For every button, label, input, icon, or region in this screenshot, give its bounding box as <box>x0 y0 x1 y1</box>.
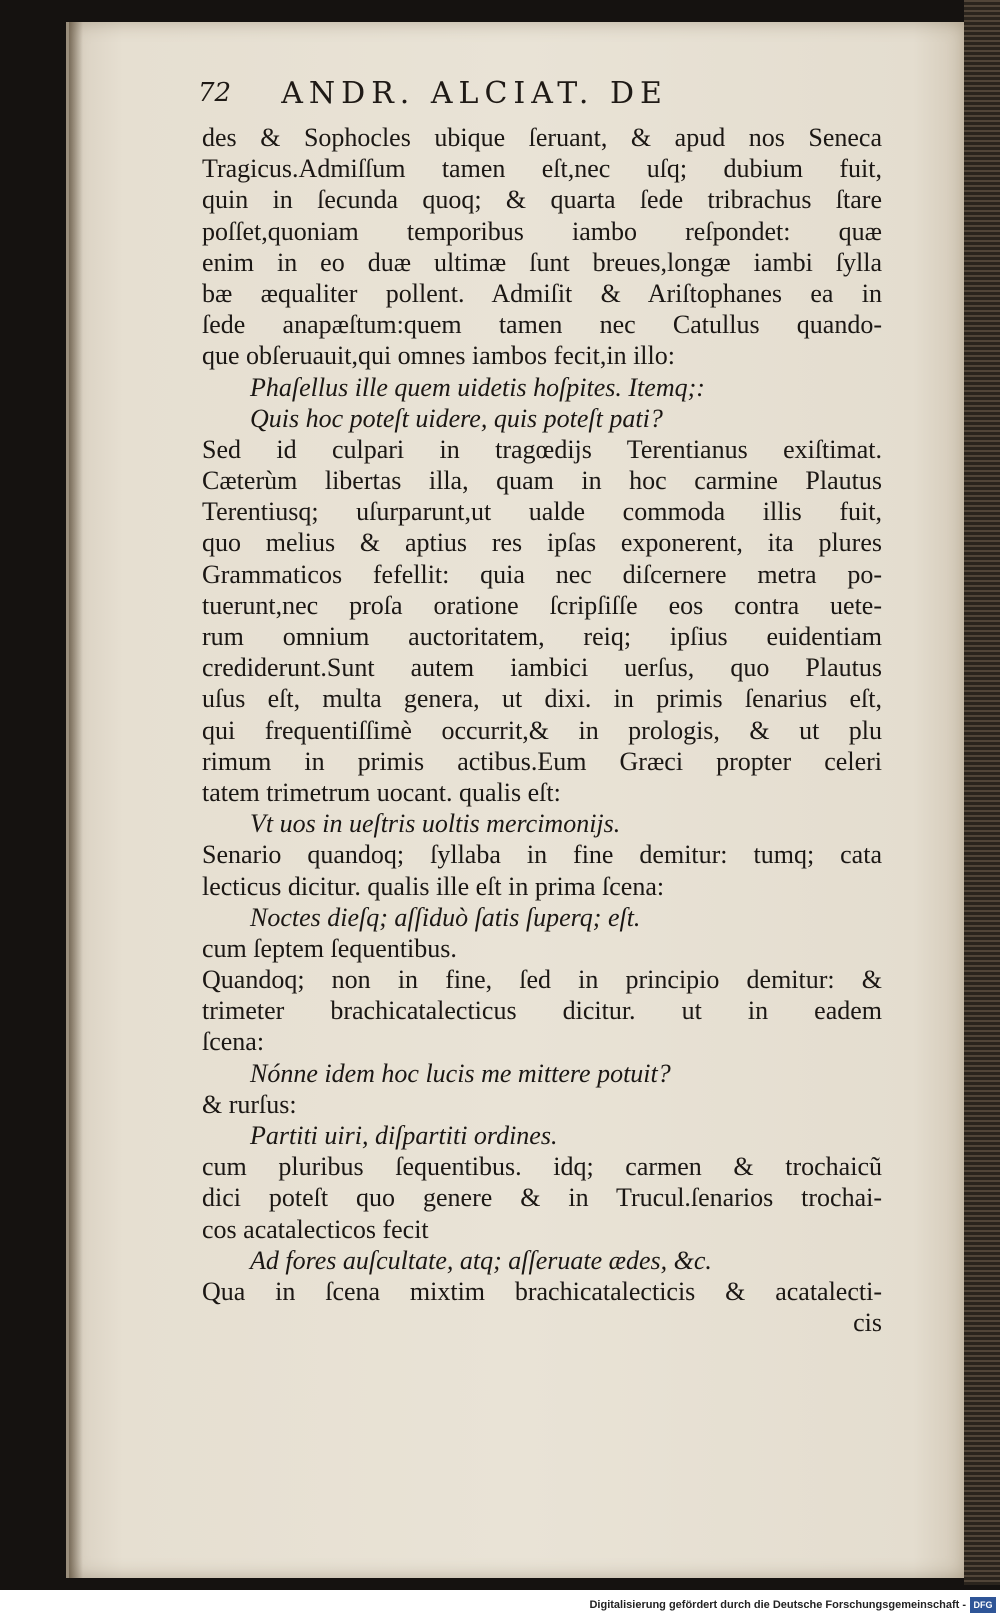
text-line: Terentiusq; uſurparunt,ut ualde commoda illis fuit, <box>202 497 882 527</box>
verse-line: Partiti uiri, diſpartiti ordines. <box>250 1121 558 1150</box>
verse-line: Vt uos in ueſtris uoltis mercimonijs. <box>250 809 621 839</box>
text-line: trimeter brachicatalecticus dicitur. ut in eadem <box>202 996 882 1026</box>
page-number: 72 <box>198 78 232 108</box>
footer-bar <box>0 1590 1000 1623</box>
text-line: tatem trimetrum uocant. qualis eſt: <box>202 777 561 807</box>
text-line: Tragicus.Admiſſum tamen eſt,nec uſq; dubium fuit, <box>202 154 882 184</box>
text-line: dici poteſt quo genere & in Trucul.ſenarios trochai- <box>202 1183 882 1213</box>
text-line: qui frequentiſſimè occurrit,& in prologis, & ut plu <box>202 715 882 745</box>
text-line: uſus eſt, multa genera, ut dixi. in primis ſenarius eſt, <box>202 684 882 714</box>
body-text <box>202 122 882 1338</box>
text-line: Sed id culpari in tragœdijs Terentianus exiſtimat. <box>202 434 882 464</box>
text-line: tuerunt,nec proſa oratione ſcripſiſſe eos contra uete- <box>202 590 882 620</box>
text-line: lecticus dicitur. qualis ille eſt in prima ſcena: <box>202 871 665 901</box>
text-line: rimum in primis actibus.Eum Græci propter celeri <box>202 746 882 776</box>
text-line: Cæterùm libertas illa, quam in hoc carmine Plautus <box>202 466 882 496</box>
dfg-logo-icon: DFG <box>970 1597 996 1613</box>
text-line: cum ſeptem ſequentibus. <box>202 933 457 963</box>
verse-line: Nónne idem hoc lucis me mittere potuit? <box>250 1058 671 1088</box>
running-head-text: ANDR. ALCIAT. DE <box>281 76 668 111</box>
text-line: quin in ſecunda quoq; & quarta ſede tribrachus ſtare <box>202 185 882 215</box>
running-head <box>200 76 668 111</box>
page-edges <box>964 0 1000 1585</box>
verse-line: Phaſellus ille quem uidetis hoſpites. Itemq;: <box>250 372 705 402</box>
text-line: enim in eo duæ ultimæ ſunt breues,longæ iambi ſylla <box>202 247 882 277</box>
text-line: bæ æqualiter pollent. Admiſit & Ariſtophanes ea in <box>202 278 882 308</box>
text-line: cos acatalecticos fecit <box>202 1214 429 1244</box>
text-line: poſſet,quoniam temporibus iambo reſpondet: quæ <box>202 216 882 246</box>
text-line: Grammaticos fefellit: quia nec diſcernere metra po- <box>202 559 882 589</box>
text-line: Quandoq; non in fine, ſed in principio demitur: & <box>202 965 882 995</box>
text-line: quo melius & aptius res ipſas exponerent, ita plures <box>202 528 882 558</box>
text-line: ſcena: <box>202 1027 265 1057</box>
verse-line: Quis hoc poteſt uidere, quis poteſt pati? <box>250 403 663 433</box>
footer-credit: Digitalisierung gefördert durch die Deutsche Forschungsgemeinschaft - <box>589 1599 966 1611</box>
text-line: Senario quandoq; ſyllaba in fine demitur: tumq; cata <box>202 840 882 870</box>
verse-line: Noctes dieſq; aſſiduò ſatis ſuperq; eſt. <box>250 902 641 932</box>
text-line: cum pluribus ſequentibus. idq; carmen & trochaicũ <box>202 1152 882 1182</box>
text-line: ſede anapæſtum:quem tamen nec Catullus quando- <box>202 310 882 340</box>
text-line: & rurſus: <box>202 1089 297 1119</box>
verse-line: Ad fores auſcultate, atq; aſſeruate ædes, &c. <box>250 1245 712 1275</box>
text-line: cis <box>853 1308 882 1338</box>
text-line: rum omnium auctoritatem, reiq; ipſius euidentiam <box>202 622 882 651</box>
text-line: crediderunt.Sunt autem iambici uerſus, quo Plautus <box>202 653 882 683</box>
text-line: Qua in ſcena mixtim brachicatalecticis & acatalecti- <box>202 1276 882 1306</box>
text-line: des & Sophocles ubique ſeruant, & apud nos Seneca <box>202 123 882 152</box>
text-line: que obſeruauit,qui omnes iambos fecit,in illo: <box>202 341 675 371</box>
